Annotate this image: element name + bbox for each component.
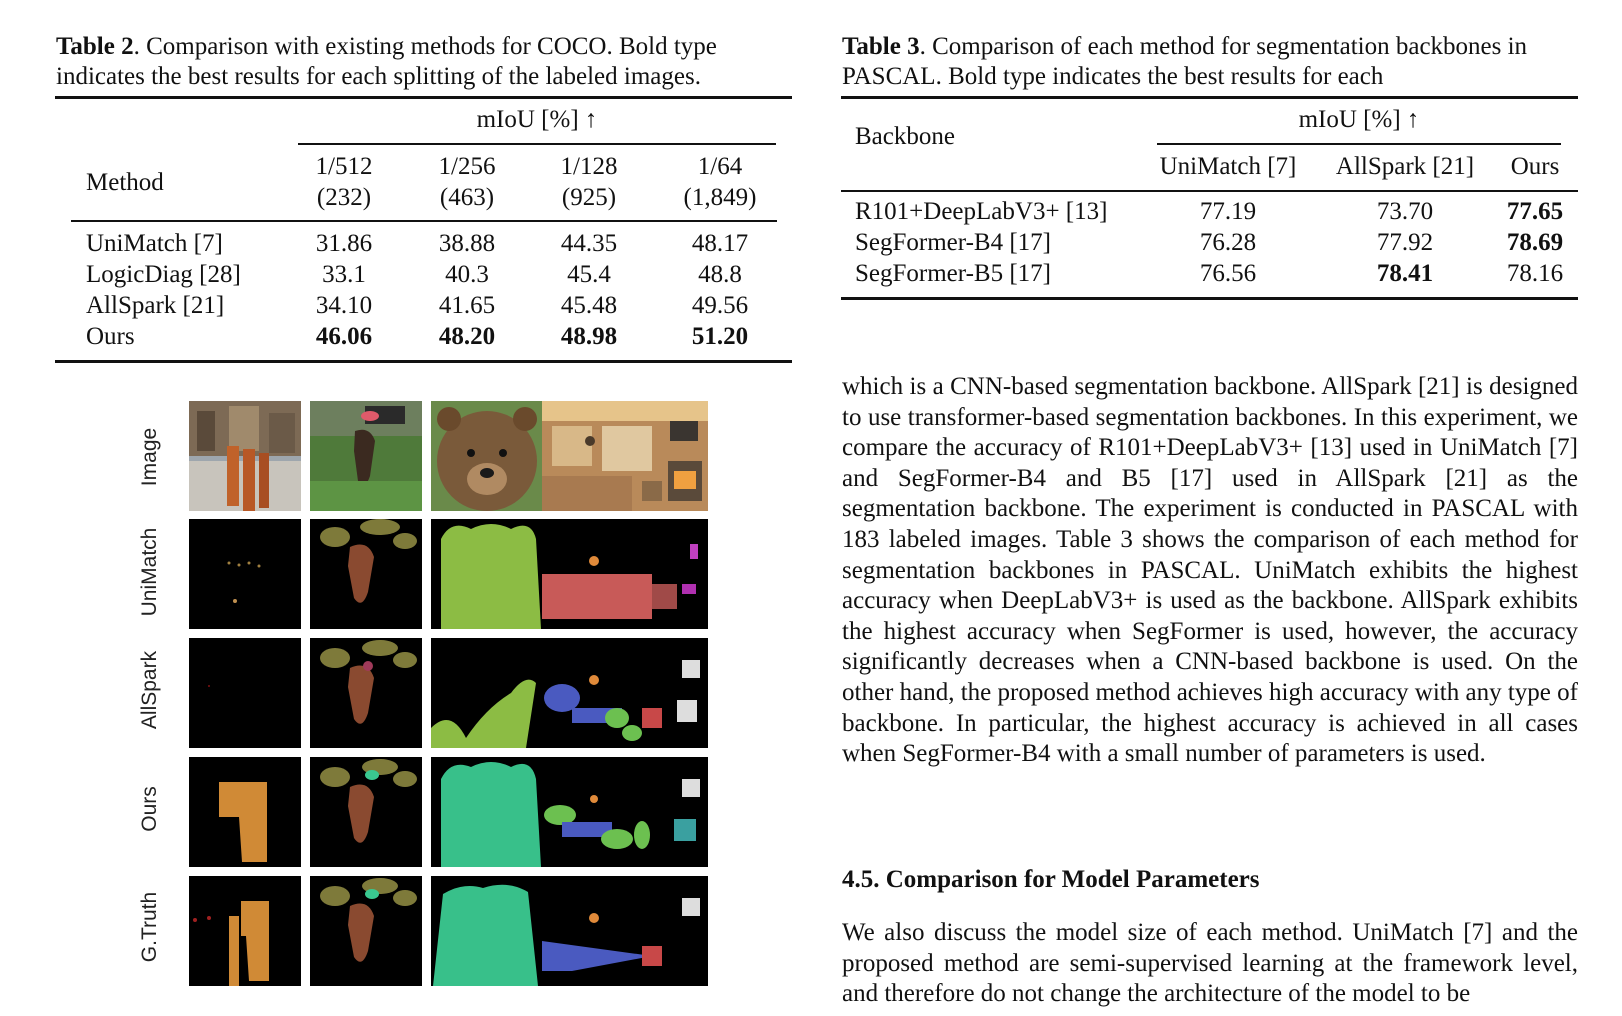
- table3-col-header: Ours: [1510, 153, 1560, 180]
- table2-col-split: 1/256: [438, 153, 496, 180]
- table2-bottom-rule: [55, 360, 792, 363]
- figure-row-label: UniMatch: [138, 527, 161, 617]
- table2-method-header: Method: [86, 169, 164, 196]
- table3-group-rule: [1157, 143, 1561, 145]
- table2-cell: 38.88: [438, 230, 496, 257]
- ours-bear: [431, 757, 543, 867]
- table2-top-rule: [55, 96, 792, 99]
- image-street: [189, 401, 301, 511]
- section-heading: 4.5. Comparison for Model Parameters: [842, 866, 1260, 893]
- table2-cell: 33.1: [322, 261, 366, 288]
- unimatch-bear: [431, 519, 543, 629]
- table2-cell: 45.48: [560, 292, 618, 319]
- table2-cell: 49.56: [691, 292, 749, 319]
- table2-header-rule: [71, 220, 777, 222]
- table2-cell: 34.10: [315, 292, 373, 319]
- table3-cell: 77.19: [1199, 198, 1257, 225]
- body-paragraph-2: We also discuss the model size of each method. UniMatch [7] and the proposed method are semi-supervised learning at the framework level, and therefore do not change the architecture of the model to be: [842, 919, 1578, 1008]
- table3-caption-text: . Comparison of each method for segmentation backbones in PASCAL. Bold type indicates the best results for each: [842, 33, 1528, 90]
- table3-header-rule: [841, 190, 1578, 192]
- table2-cell: 31.86: [315, 230, 373, 257]
- table2-caption-text: . Comparison with existing methods for COCO. Bold type indicates the best results for each splitting of the labeled images.: [56, 33, 717, 90]
- table2-cell: 48.8: [698, 261, 742, 288]
- table3-col-header: AllSpark [21]: [1335, 153, 1475, 180]
- table3-cell: 73.70: [1376, 198, 1434, 225]
- allspark-bedroom: [542, 638, 708, 748]
- allspark-street: [189, 638, 301, 748]
- figure-row-label: Ours: [138, 786, 161, 832]
- table3-bottom-rule: [841, 297, 1578, 300]
- image-bear: [431, 401, 543, 511]
- figure-row-label: AllSpark: [138, 650, 161, 730]
- table2-col-count: (1,849): [683, 184, 757, 211]
- table3-col-header: UniMatch [7]: [1159, 153, 1297, 180]
- image-bedroom: [542, 401, 708, 511]
- table3-cell: 77.92: [1376, 229, 1434, 256]
- table2-cell-best: 48.98: [560, 323, 618, 350]
- table2-col-count: (925): [561, 184, 617, 211]
- table3-caption: [842, 32, 1578, 92]
- table3-cell-best: 78.41: [1376, 260, 1434, 287]
- table2-cell: 45.4: [567, 261, 611, 288]
- table3-cell: 76.56: [1199, 260, 1257, 287]
- table2-row-method: LogicDiag [28]: [86, 261, 241, 288]
- table2-group-rule: [298, 143, 776, 145]
- table2-cell: 48.17: [691, 230, 749, 257]
- unimatch-bedroom: [542, 519, 708, 629]
- table2-col-split: 1/64: [697, 153, 743, 180]
- table3-backbone-header: Backbone: [855, 123, 955, 150]
- table2-cell-best: 51.20: [691, 323, 749, 350]
- allspark-dog: [310, 638, 422, 748]
- table2-col-split: 1/128: [560, 153, 618, 180]
- table2-row-method: UniMatch [7]: [86, 230, 223, 257]
- figure-row-label: Image: [138, 427, 161, 487]
- gt-bedroom: [542, 876, 708, 986]
- body-paragraph-1: which is a CNN-based segmentation backbone. AllSpark [21] is designed to use transformer-based segmentation backbones. In this experiment, we compare the accuracy of R101+DeepLabV3+ [13] used in UniMatch [7] and SegFormer-B4 and B5 [17] used in AllSpark [21] as the segmentation backbone. The experiment is conducted in PASCAL with 183 labeled images. Table 3 shows the comparison of each method for segmentation backbones in PASCAL. UniMatch exhibits the highest accuracy when DeepLabV3+ is used as the backbone. AllSpark exhibits the highest accuracy when SegFormer is used, however, the accuracy significantly decreases when a CNN-based backbone is used. On the other hand, the proposed method achieves high accuracy with any type of backbone. In particular, the highest accuracy is achieved in all cases when SegFormer-B4 with a small number of parameters is used.: [842, 373, 1578, 768]
- unimatch-street: [189, 519, 301, 629]
- table2-col-split: 1/512: [315, 153, 373, 180]
- table3-cell-best: 78.69: [1506, 229, 1564, 256]
- table2-col-count: (232): [316, 184, 372, 211]
- table2-cell-best: 46.06: [315, 323, 373, 350]
- table3-row-backbone: R101+DeepLabV3+ [13]: [855, 198, 1108, 225]
- table3-top-rule: [841, 96, 1578, 99]
- figure-row-label: G.Truth: [138, 891, 161, 963]
- table2-row-method: Ours: [86, 323, 135, 350]
- table3-cell-best: 77.65: [1506, 198, 1564, 225]
- gt-bear: [431, 876, 543, 986]
- table2-cell-best: 48.20: [438, 323, 496, 350]
- table2-caption-label: Table 2: [56, 33, 134, 60]
- table2-col-count: (463): [439, 184, 495, 211]
- allspark-bear: [431, 638, 543, 748]
- table3-group-header: mIoU [%] ↑: [1298, 106, 1420, 133]
- gt-dog: [310, 876, 422, 986]
- table3-cell: 78.16: [1506, 260, 1564, 287]
- ours-dog: [310, 757, 422, 867]
- table2-caption: [56, 32, 792, 92]
- gt-street: [189, 876, 301, 986]
- image-dog: [310, 401, 422, 511]
- table3-cell: 76.28: [1199, 229, 1257, 256]
- unimatch-dog: [310, 519, 422, 629]
- ours-bedroom: [542, 757, 708, 867]
- table3-caption-label: Table 3: [842, 33, 920, 60]
- table2-row-method: AllSpark [21]: [86, 292, 225, 319]
- table2-cell: 41.65: [438, 292, 496, 319]
- table2-group-header: mIoU [%] ↑: [476, 106, 598, 133]
- table3-row-backbone: SegFormer-B4 [17]: [855, 229, 1051, 256]
- table3-row-backbone: SegFormer-B5 [17]: [855, 260, 1051, 287]
- ours-street: [189, 757, 301, 867]
- table2-cell: 44.35: [560, 230, 618, 257]
- table2-cell: 40.3: [445, 261, 489, 288]
